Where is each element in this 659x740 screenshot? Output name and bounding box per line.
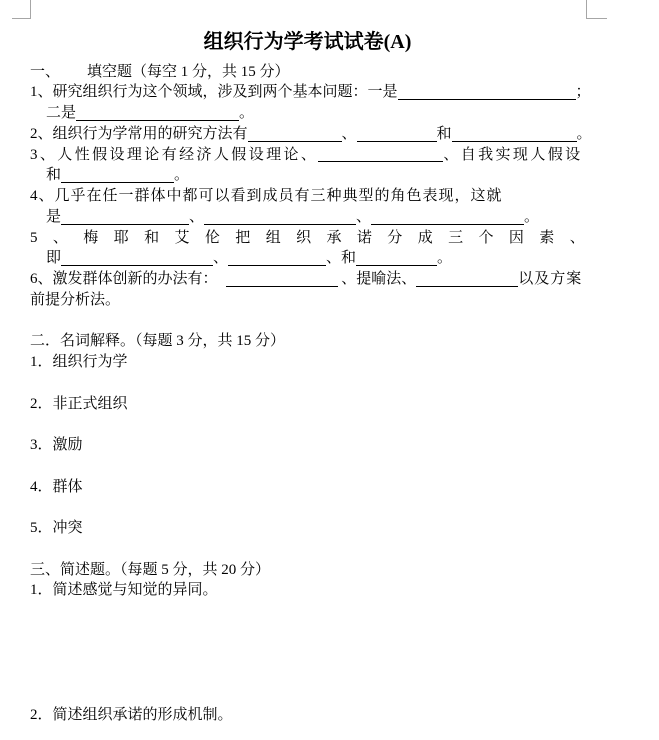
top-right-corner-mark xyxy=(586,0,587,18)
separator: 、和 xyxy=(326,250,357,267)
short-answer-item xyxy=(30,580,630,601)
question-6-line-2 xyxy=(30,290,630,311)
section-1-heading xyxy=(30,62,630,83)
term-item xyxy=(30,518,630,539)
answer-blank xyxy=(318,149,443,162)
question-3-line-1 xyxy=(30,145,630,166)
question-6-text: 6、激发群体创新的办法有： xyxy=(30,271,218,288)
question-5-line-1 xyxy=(30,228,630,249)
term-text: 1．组织行为学 xyxy=(30,354,128,371)
separator: 和 xyxy=(436,125,452,142)
separator: 、 xyxy=(213,250,229,267)
separator: 、 xyxy=(189,208,205,225)
question-6-line-1 xyxy=(30,269,630,290)
term-text: 4．群体 xyxy=(30,478,83,495)
punctuation: 。 xyxy=(437,250,453,267)
answer-blank xyxy=(248,129,342,142)
question-4-line-1 xyxy=(30,186,630,207)
question-5-line-2 xyxy=(30,248,630,269)
question-2-text: 2、组织行为学常用的研究方法有 xyxy=(30,125,248,142)
separator: 、 xyxy=(341,125,357,142)
term-item xyxy=(30,435,630,456)
answer-blank xyxy=(226,274,338,287)
short-answer-text: 1．简述感觉与知觉的异同。 xyxy=(30,582,218,599)
term-text: 5．冲突 xyxy=(30,520,83,537)
answer-blank xyxy=(61,253,213,266)
punctuation: ； xyxy=(575,84,591,101)
section-2-heading xyxy=(30,331,630,352)
document-body xyxy=(30,62,630,726)
question-5-text: 5、梅耶和艾伦把组织承诺分成三个因素、 xyxy=(30,229,601,246)
term-item xyxy=(30,352,630,373)
exam-title: 组织行为学考试试卷(A) xyxy=(203,31,412,53)
short-answer-text: 2．简述组织承诺的形成机制。 xyxy=(30,706,233,723)
answer-blank xyxy=(356,253,437,266)
top-right-corner-mark-horizontal xyxy=(586,18,607,19)
question-6-continuation: 前提分析法。 xyxy=(30,291,121,308)
section-1-title: 填空题（每空 1 分，共 15 分） xyxy=(87,63,290,80)
punctuation: 。 xyxy=(239,105,255,122)
question-6-text-tail: 以及方案 xyxy=(518,271,583,288)
section-3-heading xyxy=(30,560,630,581)
term-item xyxy=(30,394,630,415)
question-3-text-continued: 、自我实现人假设 xyxy=(443,146,583,163)
answer-blank xyxy=(61,170,174,183)
question-1-text: 1、研究组织行为这个领域，涉及到两个基本问题：一是 xyxy=(30,84,398,101)
section-2-title: 二．名词解释。（每题 3 分，共 15 分） xyxy=(30,333,286,350)
answer-blank xyxy=(416,274,518,287)
short-answer-item xyxy=(30,705,630,726)
question-5-continuation: 即 xyxy=(46,250,62,267)
question-3-text: 3、人性假设理论有经济人假设理论、 xyxy=(30,146,319,163)
question-1-line-2 xyxy=(30,103,630,124)
punctuation: 。 xyxy=(524,208,540,225)
answer-blank xyxy=(371,212,524,225)
question-4-text: 4、几乎在任一群体中都可以看到成员有三种典型的角色表现，这就 xyxy=(30,188,503,205)
question-4-line-2 xyxy=(30,207,630,228)
answer-blank xyxy=(61,212,189,225)
answer-blank xyxy=(228,253,326,266)
question-6-text-middle: 、提喻法、 xyxy=(337,271,417,288)
question-1-line-1 xyxy=(30,82,630,103)
term-item xyxy=(30,477,630,498)
separator: 、 xyxy=(356,208,372,225)
answer-blank xyxy=(452,129,577,142)
answer-blank xyxy=(204,212,356,225)
section-3-title: 三、简述题。（每题 5 分，共 20 分） xyxy=(30,561,271,578)
punctuation: 。 xyxy=(174,167,190,184)
punctuation: 。 xyxy=(576,125,592,142)
answer-blank xyxy=(357,129,437,142)
question-1-continuation: 二是 xyxy=(46,105,77,122)
term-text: 2．非正式组织 xyxy=(30,395,128,412)
term-text: 3．激励 xyxy=(30,437,83,454)
question-3-continuation: 和 xyxy=(46,167,62,184)
top-left-corner-mark-horizontal xyxy=(12,18,31,19)
question-2 xyxy=(30,124,630,145)
section-1-number: 一、 xyxy=(30,63,61,80)
answer-blank xyxy=(76,108,239,121)
question-3-line-2 xyxy=(30,165,630,186)
question-4-continuation: 是 xyxy=(46,208,62,225)
answer-blank xyxy=(398,87,576,100)
top-left-corner-mark xyxy=(30,0,31,18)
